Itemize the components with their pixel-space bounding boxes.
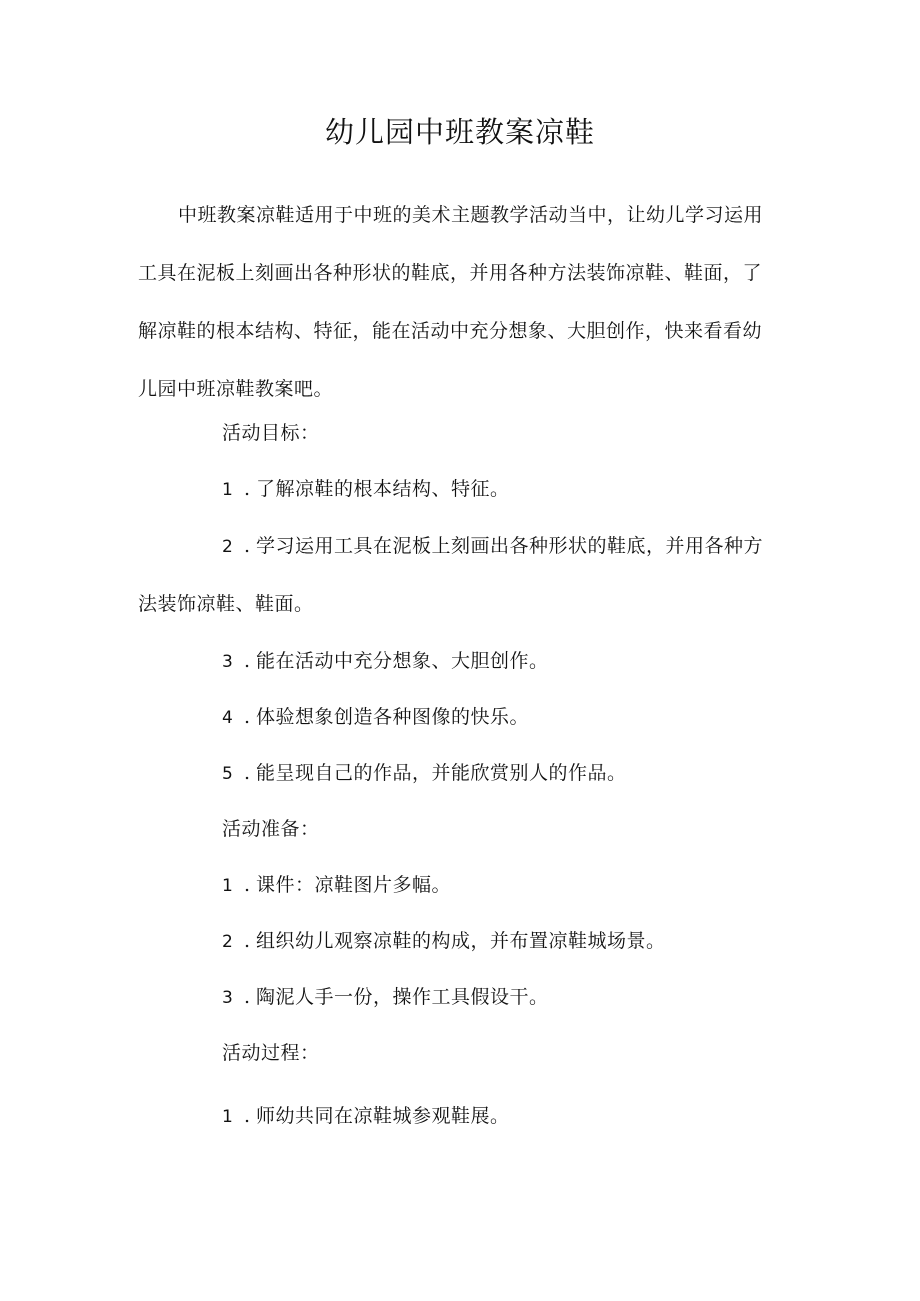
goals-heading: 活动目标： (222, 422, 320, 444)
prep-number: 1 (222, 876, 234, 896)
prep-item: 3 . 陶泥人手一份，操作工具假设干。 (222, 982, 549, 1013)
prep-number: 2 (222, 932, 234, 952)
goal-number: 2 (222, 537, 234, 557)
prep-text: 组织幼儿观察凉鞋的构成，并布置凉鞋城场景。 (256, 930, 666, 952)
process-text: 师幼共同在凉鞋城参观鞋展。 (256, 1105, 510, 1127)
goal-text: 能呈现自己的作品，并能欣赏别人的作品。 (256, 762, 627, 784)
goal-item: 1 . 了解凉鞋的根本结构、特征。 (222, 474, 510, 505)
prep-item: 2 . 组织幼儿观察凉鞋的构成，并布置凉鞋城场景。 (222, 926, 666, 957)
prep-item: 1 . 课件：凉鞋图片多幅。 (222, 870, 451, 901)
goal-item: 4 . 体验想象创造各种图像的快乐。 (222, 702, 529, 733)
goal-item: 3 . 能在活动中充分想象、大胆创作。 (222, 646, 549, 677)
goal-number: 1 (222, 480, 234, 500)
goal-item: 2 . 学习运用工具在泥板上刻画出各种形状的鞋底，并用各种方 (222, 531, 763, 562)
process-number: 1 (222, 1107, 234, 1127)
goal-number: 5 (222, 764, 234, 784)
goal-text: 体验想象创造各种图像的快乐。 (256, 706, 530, 728)
process-heading: 活动过程： (222, 1042, 320, 1064)
process-item: 1 . 师幼共同在凉鞋城参观鞋展。 (222, 1101, 510, 1132)
intro-paragraph: 中班教案凉鞋适用于中班的美术主题教学活动当中，让幼儿学习运用工具在泥板上刻画出各种形状的鞋底，并用各种方法装饰凉鞋、鞋面，了解凉鞋的根本结构、特征，能在活动中充分想象、大胆创作，快来看看幼儿园中班凉鞋教案吧。 (138, 204, 764, 400)
prep-text: 陶泥人手一份，操作工具假设干。 (256, 986, 549, 1008)
prep-text: 课件：凉鞋图片多幅。 (256, 874, 452, 896)
goal-text: 了解凉鞋的根本结构、特征。 (256, 478, 510, 500)
goal-text: 学习运用工具在泥板上刻画出各种形状的鞋底，并用各种方 (256, 535, 764, 557)
goal-number: 4 (222, 708, 234, 728)
prep-heading: 活动准备： (222, 818, 320, 840)
goal-text-continued: 法装饰凉鞋、鞋面。 (138, 593, 314, 615)
document-title: 幼儿园中班教案凉鞋 (324, 115, 595, 149)
prep-number: 3 (222, 988, 234, 1008)
goal-item: 5 . 能呈现自己的作品，并能欣赏别人的作品。 (222, 758, 627, 789)
goal-number: 3 (222, 652, 234, 672)
goal-text: 能在活动中充分想象、大胆创作。 (256, 650, 549, 672)
